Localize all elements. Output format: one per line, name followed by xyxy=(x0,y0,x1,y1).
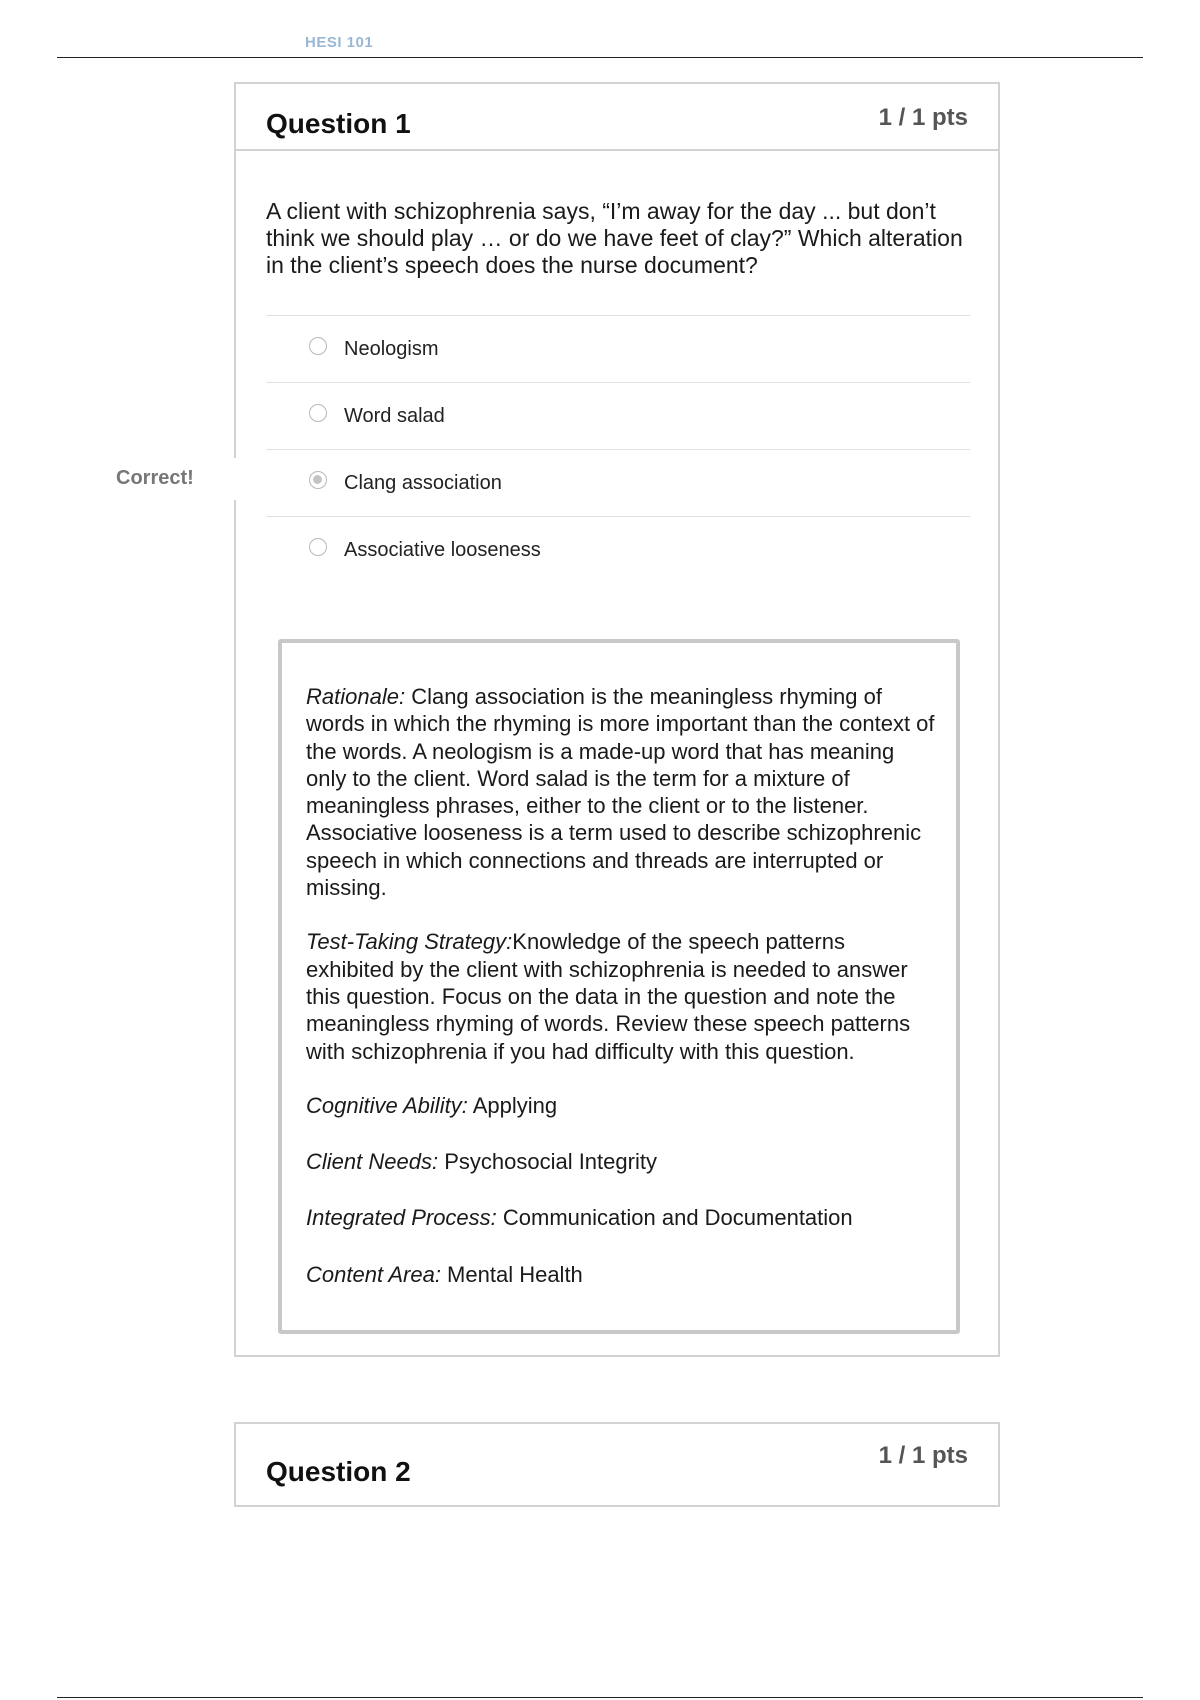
cognitive-ability xyxy=(306,1092,936,1119)
question-card xyxy=(234,82,1000,1357)
client-needs xyxy=(306,1148,936,1175)
rationale-text: Clang association is the meaningless rhyming of words in which the rhyming is more important than the context of the words. A neologism is a made-up word that has meaning only to the client. Word salad is the term for a mixture of meaningless phrases, either to the client or to the listener. Associative looseness is a term used to describe schizophrenic speech in which connections and threads are interrupted or missing. xyxy=(306,684,935,901)
cognitive-value: Applying xyxy=(467,1092,558,1118)
radio-button-selected[interactable] xyxy=(309,471,327,489)
question-title: Question 1 xyxy=(266,108,411,139)
question-points: 1 / 1 pts xyxy=(878,1442,968,1469)
rationale-content xyxy=(306,683,936,1317)
content-area xyxy=(306,1261,936,1288)
answer-list xyxy=(266,315,970,583)
card-border-gap xyxy=(232,458,238,500)
content-value: Mental Health xyxy=(440,1261,583,1287)
question-text: A client with schizophrenia says, “I’m away for the day ... but don’t think we should play … or do we have feet of clay?” Which alteration in the client’s speech does the nurse document? xyxy=(266,198,963,278)
process-value: Communication and Documentation xyxy=(496,1205,853,1231)
radio-button[interactable] xyxy=(309,404,327,422)
radio-button[interactable] xyxy=(309,337,327,355)
cognitive-label: Cognitive Ability: xyxy=(306,1092,468,1118)
process-label: Integrated Process: xyxy=(306,1205,497,1231)
radio-button[interactable] xyxy=(309,538,327,556)
answer-option[interactable] xyxy=(266,516,970,583)
question-points: 1 / 1 pts xyxy=(878,104,968,131)
client-needs-label: Client Needs: xyxy=(306,1149,439,1175)
strategy-label: Test-Taking Strategy: xyxy=(306,929,513,955)
footer-divider xyxy=(57,1697,1143,1698)
header-divider xyxy=(57,57,1143,58)
strategy-paragraph xyxy=(306,928,936,1064)
rationale-label: Rationale: xyxy=(306,684,406,709)
course-label: HESI 101 xyxy=(305,34,374,51)
rationale-box xyxy=(278,639,960,1334)
question-header xyxy=(236,84,998,151)
integrated-process xyxy=(306,1204,936,1231)
content-label: Content Area: xyxy=(306,1261,441,1287)
answer-label: Clang association xyxy=(344,472,502,494)
answer-label: Associative looseness xyxy=(344,539,541,561)
answer-label: Neologism xyxy=(344,338,439,360)
correct-feedback-label: Correct! xyxy=(116,467,194,489)
question-header xyxy=(236,1424,998,1505)
question-card xyxy=(234,1422,1000,1507)
answer-option[interactable] xyxy=(266,382,970,449)
answer-option-selected[interactable] xyxy=(266,449,970,516)
question-title: Question 2 xyxy=(266,1456,411,1487)
strategy-text: Knowledge of the speech patterns exhibited by the client with schizophrenia is needed to answer this question. Focus on the data in the question and note the meaningless rhyming of words. Review these speech patterns with schizophrenia if you had difficulty with this question. xyxy=(306,929,911,1064)
rationale-paragraph xyxy=(306,683,936,901)
client-needs-value: Psychosocial Integrity xyxy=(438,1149,657,1175)
answer-option[interactable] xyxy=(266,315,970,382)
answer-label: Word salad xyxy=(344,405,445,427)
